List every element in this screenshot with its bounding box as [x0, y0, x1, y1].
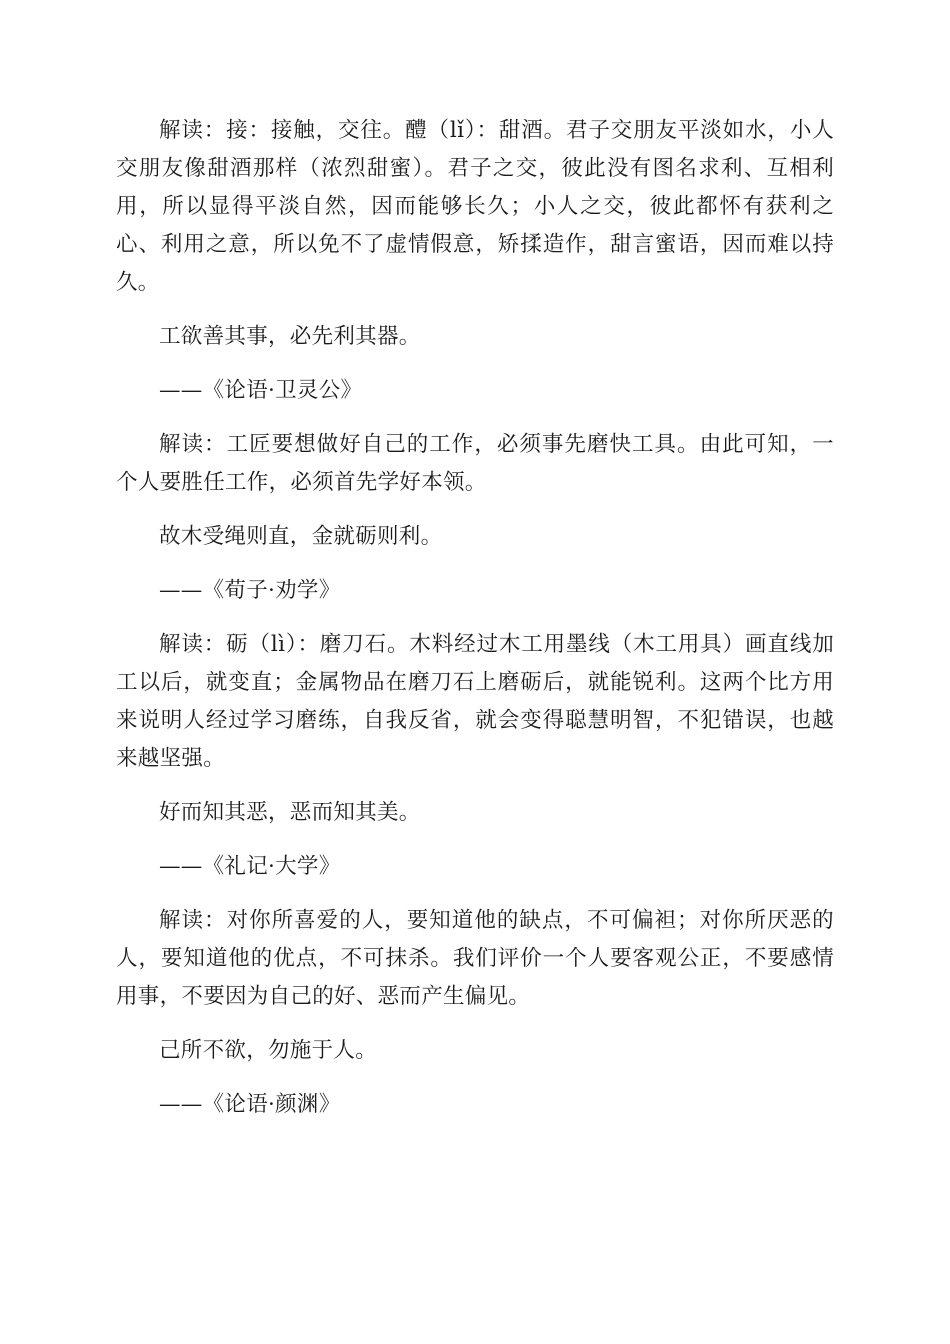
commentary-paragraph: 解读：砺（lì）：磨刀石。木料经过木工用墨线（木工用具）画直线加工以后，就变直；金属物品在磨刀石上磨砺后，就能锐利。这两个比方用来说明人经过学习磨练，自我反省，就会变得聪慧明智，不犯错误，也越来越坚强。	[116, 632, 834, 771]
quotation-source: ——《荀子·劝学》	[159, 578, 341, 603]
quotation-source: ——《礼记·大学》	[159, 854, 341, 879]
document-body	[116, 112, 834, 1140]
quotation: 好而知其恶，恶而知其美。	[159, 800, 421, 825]
commentary-paragraph: 解读：工匠要想做好自己的工作，必须事先磨快工具。由此可知，一个人要胜任工作，必须首先学好本领。	[116, 432, 834, 495]
quotation-source: ——《论语·卫灵公》	[159, 378, 363, 403]
commentary-paragraph: 解读：接：接触，交往。醴（lǐ）：甜酒。君子交朋友平淡如水，小人交朋友像甜酒那样（浓烈甜蜜）。君子之交，彼此没有图名求利、互相利用，所以显得平淡自然，因而能够长久；小人之交，彼此都怀有获利之心、利用之意，所以免不了虚情假意，矫揉造作，甜言蜜语，因而难以持久。	[116, 118, 834, 295]
quotation: 故木受绳则直，金就砺则利。	[159, 524, 443, 549]
quotation: 己所不欲，勿施于人。	[159, 1038, 378, 1063]
quotation-source: ——《论语·颜渊》	[159, 1092, 341, 1117]
commentary-paragraph: 解读：对你所喜爱的人，要知道他的缺点，不可偏袒；对你所厌恶的人，要知道他的优点，不可抹杀。我们评价一个人要客观公正，不要感情用事，不要因为自己的好、恶而产生偏见。	[116, 908, 834, 1009]
quotation: 工欲善其事，必先利其器。	[159, 324, 421, 349]
